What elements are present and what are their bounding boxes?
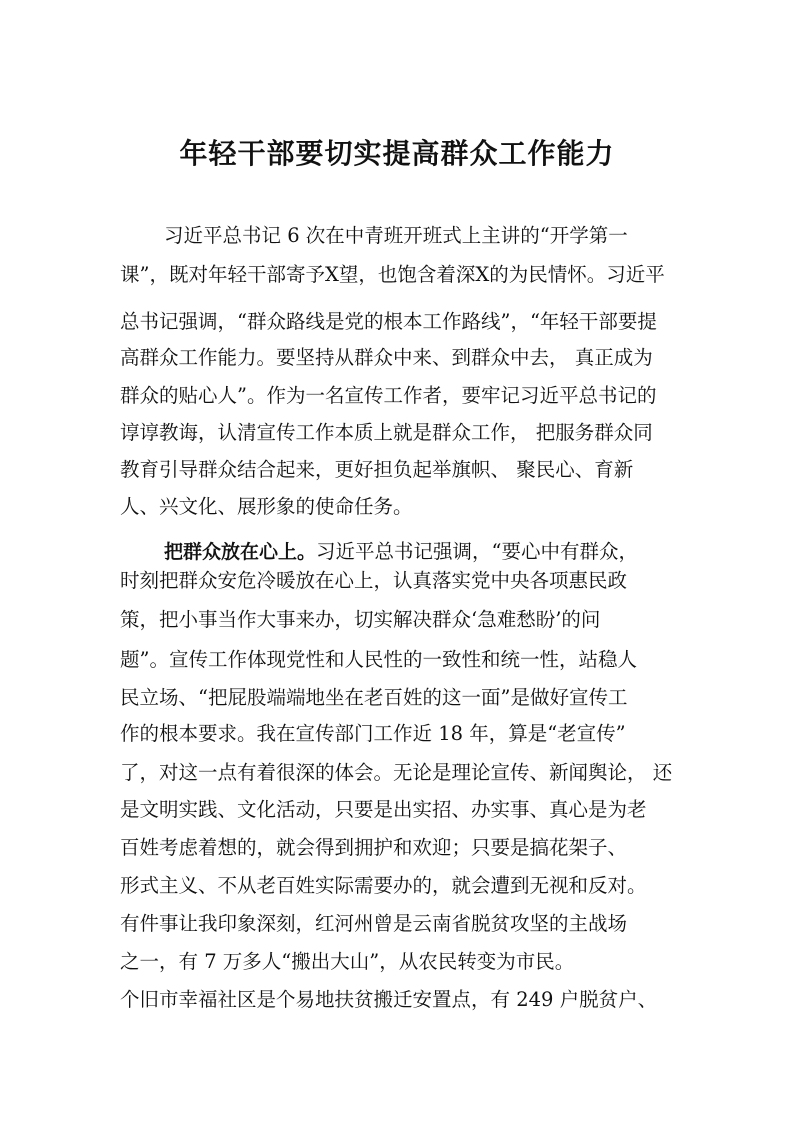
document-title: 年轻干部要切实提高群众工作能力 <box>179 137 615 170</box>
paragraph1-line-2: 课”，既对年轻干部寄予X望，也饱含着深X的为民情怀。习近平 <box>120 263 665 286</box>
paragraph1-line-4: 高群众工作能力。要坚持从群众中来、到群众中去， 真正成为 <box>120 346 653 369</box>
paragraph2-line-3: 策，把小事当作大事来办，切实解决群众‘急难愁盼’的问 <box>120 608 601 631</box>
paragraph1-line-8: 人、兴文化、展形象的使命任务。 <box>120 495 413 518</box>
paragraph2-line-12: 之一，有 7 万多人“搬出大山”，从农民转变为市民。 <box>120 950 575 973</box>
paragraph1-line-1: 习近平总书记 6 次在中青班开班式上主讲的“开学第一 <box>164 224 628 247</box>
paragraph1-line-6: 谆谆教诲，认清宣传工作本质上就是群众工作， 把服务群众同 <box>120 421 653 444</box>
paragraph2-line-8: 是文明实践、文化活动，只要是出实招、办实事、真心是为老 <box>120 798 647 821</box>
paragraph2-line-5: 民立场、“把屁股端端地坐在老百姓的这一面”是做好宣传工 <box>120 686 628 709</box>
paragraph2-first-line-text: 习近平总书记强调，“要心中有群众， <box>316 540 638 563</box>
paragraph1-line-3: 总书记强调，“群众路线是党的根本工作路线”，“年轻干部要提 <box>120 310 657 333</box>
paragraph2-line-2: 时刻把群众安危冷暖放在心上，认真落实党中央各项惠民政 <box>120 569 628 592</box>
paragraph1-line-5: 群众的贴心人”。作为一名宣传工作者，要牢记习近平总书记的 <box>120 384 657 407</box>
paragraph2-line-1 <box>164 537 638 567</box>
paragraph1-line-7: 教育引导群众结合起来，更好担负起举旗帜、 聚民心、育新 <box>120 458 634 481</box>
paragraph2-line-4: 题”。宣传工作体现党性和人民性的一致性和统一性，站稳人 <box>120 648 637 671</box>
paragraph2-line-10: 形式主义、不从老百姓实际需要办的，就会遭到无视和反对。 <box>120 874 647 897</box>
paragraph2-line-6: 作的根本要求。我在宣传部门工作近 18 年，算是“老宣传” <box>120 722 626 745</box>
paragraph2-line-13: 个旧市幸福社区是个易地扶贫搬迁安置点，有 249 户脱贫户、 <box>120 988 658 1011</box>
paragraph2-lead: 把群众放在心上。 <box>164 541 317 563</box>
paragraph2-line-11: 有件事让我印象深刻，红河州曾是云南省脱贫攻坚的主战场 <box>120 912 628 935</box>
paragraph2-line-7: 了，对这一点有着很深的体会。无论是理论宣传、新闻舆论， 还 <box>120 761 673 784</box>
paragraph2-line-9: 百姓考虑着想的，就会得到拥护和欢迎；只要是搞花架子、 <box>120 836 628 859</box>
